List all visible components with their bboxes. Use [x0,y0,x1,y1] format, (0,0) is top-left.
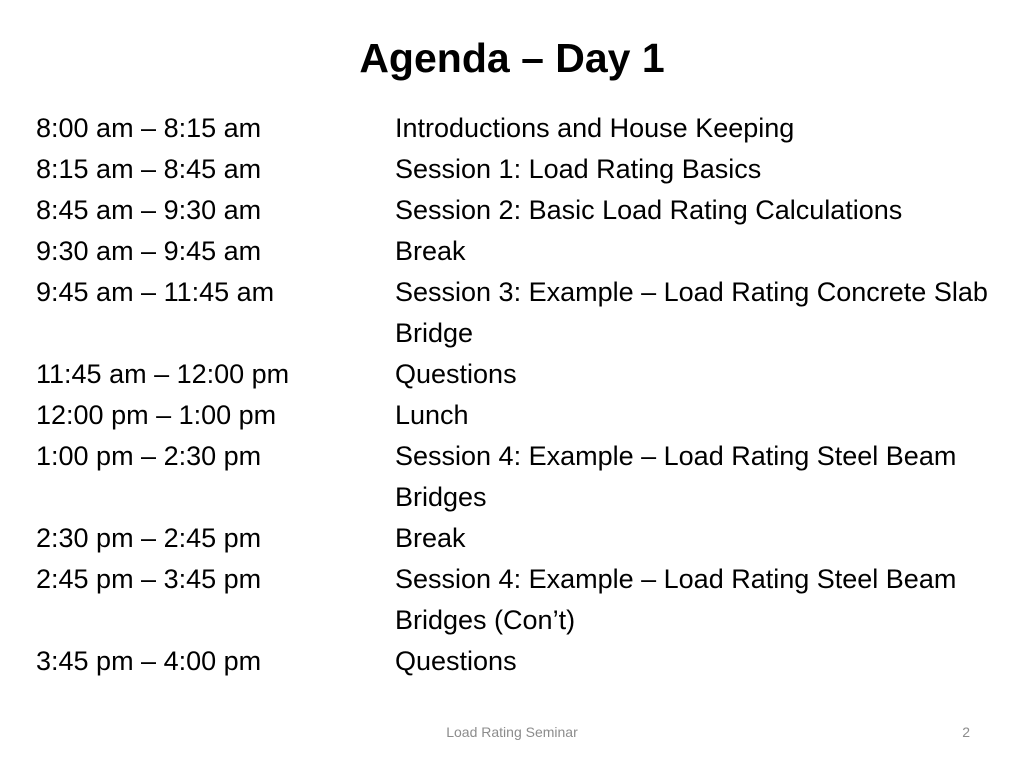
agenda-item: Questions [395,646,517,676]
agenda-row [36,518,1024,559]
agenda-item: Session 1: Load Rating Basics [395,154,762,184]
agenda-row [36,395,1024,436]
agenda-time: 8:45 am – 9:30 am [36,195,262,225]
agenda-item: Introductions and House Keeping [395,113,795,143]
agenda-time: 2:30 pm – 2:45 pm [36,523,262,553]
agenda-time: 12:00 pm – 1:00 pm [36,400,277,430]
agenda-time: 8:15 am – 8:45 am [36,154,262,184]
agenda-item: Questions [395,359,517,389]
agenda-row [36,231,1024,272]
agenda-time: 9:45 am – 11:45 am [36,277,275,307]
footer-text: Load Rating Seminar [446,724,578,740]
agenda-row [36,559,1024,641]
agenda-time: 2:45 pm – 3:45 pm [36,564,262,594]
agenda-time: 3:45 pm – 4:00 pm [36,646,262,676]
agenda-item: Session 4: Example – Load Rating Steel Beam Bridges [395,441,957,512]
agenda-item: Session 4: Example – Load Rating Steel Beam Bridges (Con’t) [395,564,957,635]
agenda-item: Break [395,236,466,266]
agenda-row [36,190,1024,231]
agenda-time: 8:00 am – 8:15 am [36,113,262,143]
agenda-list [36,108,1024,682]
agenda-time: 9:30 am – 9:45 am [36,236,262,266]
agenda-row [36,108,1024,149]
agenda-row [36,641,1024,682]
agenda-item: Break [395,523,466,553]
page-number: 2 [962,724,970,740]
agenda-row [36,354,1024,395]
agenda-item: Lunch [395,400,469,430]
agenda-item: Session 2: Basic Load Rating Calculations [395,195,903,225]
agenda-item: Session 3: Example – Load Rating Concrete Slab Bridge [395,277,988,348]
agenda-row [36,272,1024,354]
agenda-row [36,149,1024,190]
agenda-time: 1:00 pm – 2:30 pm [36,441,262,471]
agenda-time: 11:45 am – 12:00 pm [36,359,290,389]
agenda-row [36,436,1024,518]
slide-title: Agenda – Day 1 [359,35,665,81]
